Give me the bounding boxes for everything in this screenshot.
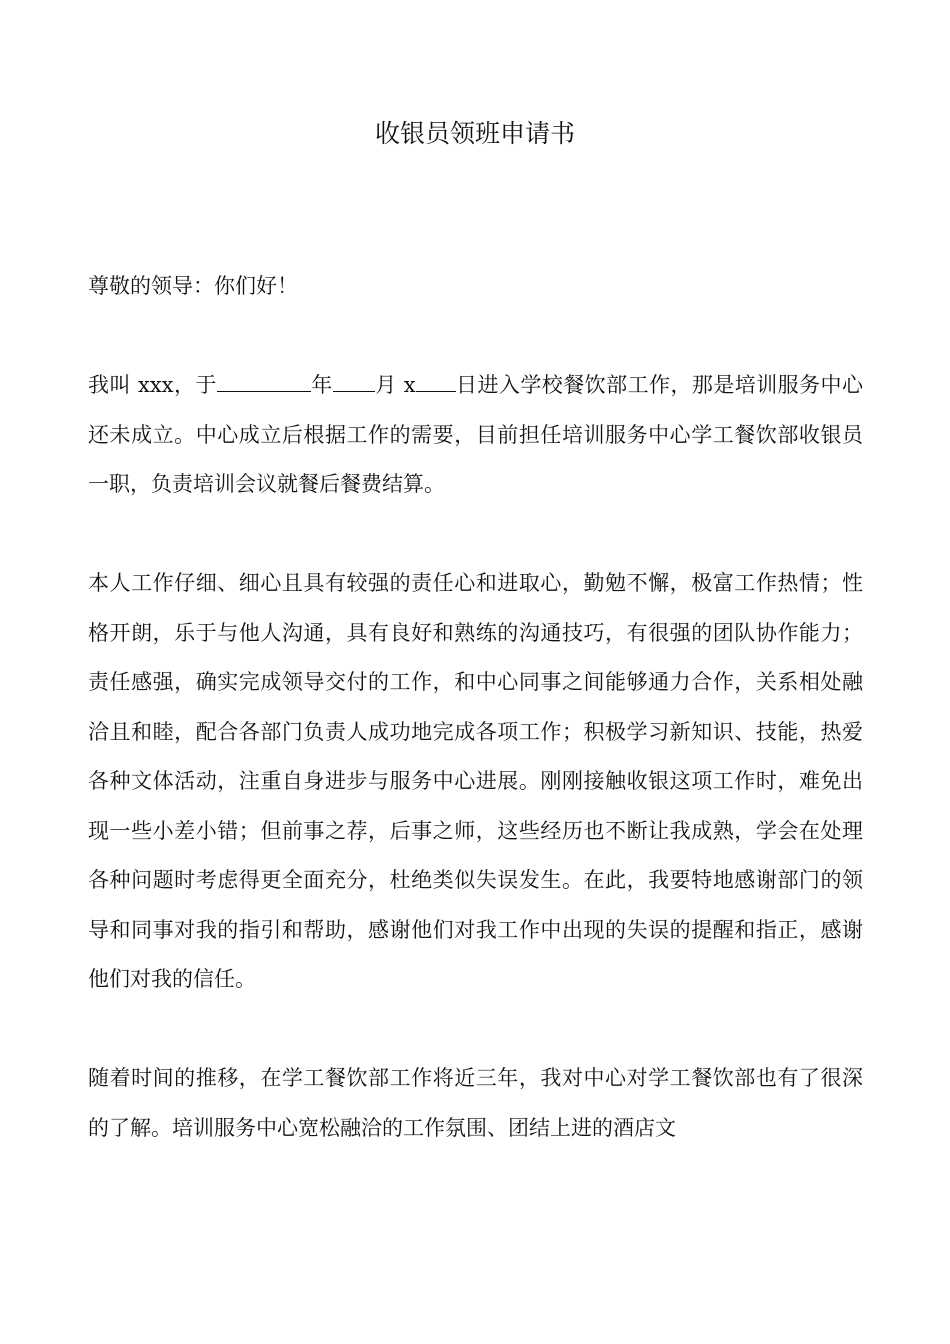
paragraph-intro — [88, 361, 863, 510]
document-title: 收银员领班申请书 — [374, 119, 575, 148]
document-body — [88, 262, 863, 1203]
paragraph-qualities: 本人工作仔细、细心且具有较强的责任心和进取心，勤勉不懈，极富工作热情；性格开朗，乐于与他人沟通，具有良好和熟练的沟通技巧，有很强的团队协作能力；责任感强，确实完成领导交付的工作，和中心同事之间能够通力合作，关系相处融洽且和睦，配合各部门负责人成功地完成各项工作；积极学习新知识、技能，热爱各种文体活动，注重自身进步与服务中心进展。刚刚接触收银这项工作时，难免出现一些小差小错；但前事之荐，后事之师，这些经历也不断让我成熟，学会在处理各种问题时考虑得更全面充分，杜绝类似失误发生。在此，我要特地感谢部门的领导和同事对我的指引和帮助，感谢他们对我工作中出现的失误的提醒和指正，感谢他们对我的信任。 — [88, 571, 863, 991]
day-blank — [416, 373, 456, 392]
greeting: 尊敬的领导：你们好！ — [88, 274, 298, 298]
intro-text-3: 月 x — [374, 373, 416, 397]
intro-text-2: 年 — [310, 373, 333, 397]
month-blank — [333, 373, 375, 392]
intro-text-4: 日进入学校餐饮部工作，那是培训服务中心还未成立。中心成立后根据工作的需要，目前担任培训服务中心学工餐饮部收银员一职，负责培训会议就餐后餐费结算。 — [88, 373, 863, 496]
intro-text-1: 我叫 xxx，于 — [88, 373, 217, 397]
year-blank — [217, 373, 311, 392]
paragraph-experience: 随着时间的推移，在学工餐饮部工作将近三年，我对中心对学工餐饮部也有了很深的了解。培训服务中心宽松融洽的工作氛围、团结上进的酒店文 — [88, 1066, 863, 1140]
